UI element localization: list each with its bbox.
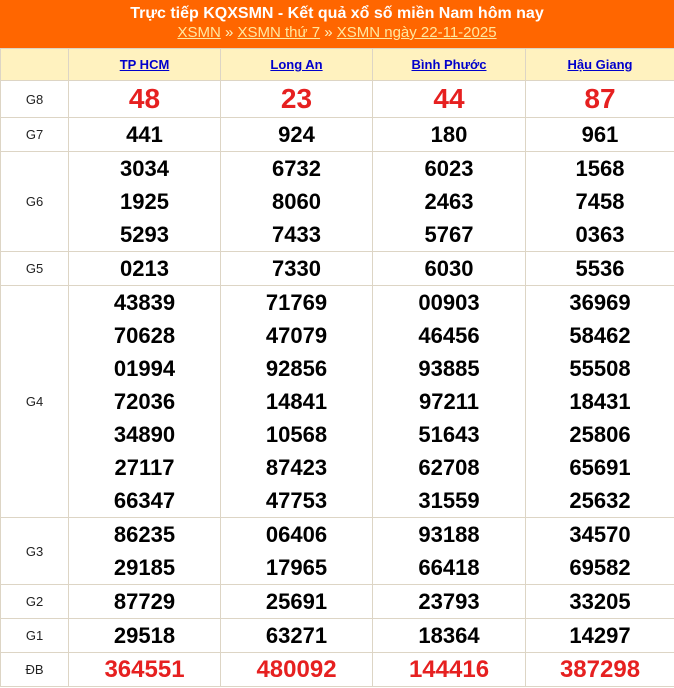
prize-label: G8 [1,81,69,118]
breadcrumb-date[interactable]: XSMN ngày 22-11-2025 [336,24,497,41]
prize-number: 62708 [418,455,480,480]
prize-number: 961 [581,122,619,147]
prize-number: 92856 [265,356,328,381]
prize-number: 43839 [113,290,176,315]
prize-number: 51643 [418,422,480,447]
prize-cell [526,619,674,653]
prize-number: 06406 [265,522,328,547]
prize-number: 387298 [559,656,641,683]
prize-label: G6 [1,152,69,252]
province-link-tp-hcm[interactable]: TP HCM [119,57,170,72]
prize-cell [373,518,526,585]
prize-number: 46456 [418,323,480,348]
page-title: Trực tiếp KQXSMN - Kết quả xổ số miền Nam hôm nay [130,5,544,22]
prize-number: 63271 [265,623,328,648]
prize-number: 44 [433,83,465,114]
prize-number: 180 [430,122,468,147]
column-header [373,49,526,81]
prize-number: 58462 [569,323,631,348]
prize-number: 5536 [575,256,625,281]
prize-cell [373,286,526,518]
prize-number: 70628 [113,323,176,348]
prize-label: G5 [1,252,69,286]
prize-number: 65691 [569,455,631,480]
breadcrumb [0,23,674,43]
prize-label: G3 [1,518,69,585]
prize-cell [69,585,221,619]
prize-number: 87729 [113,589,176,614]
prize-number: 47079 [265,323,328,348]
prize-number: 7330 [272,256,321,281]
prize-number: 71769 [265,290,328,315]
prize-number: 0363 [575,222,625,247]
prize-cell [526,286,674,518]
prize-cell [221,152,373,252]
prize-number: 69582 [569,555,631,580]
prize-number: 29185 [113,555,176,580]
prize-cell [526,152,674,252]
prize-number: 72036 [113,389,176,414]
prize-number: 93885 [418,356,480,381]
prize-row [1,252,674,286]
prize-cell [373,619,526,653]
prize-label: G1 [1,619,69,653]
prize-number: 8060 [272,189,321,214]
prize-cell [221,81,373,118]
prize-number: 5293 [120,222,169,247]
prize-number: 25691 [265,589,328,614]
prize-number: 97211 [419,389,479,414]
prize-cell [69,152,221,252]
prize-label: G2 [1,585,69,619]
prize-number: 29518 [113,623,176,648]
prize-number: 23793 [418,589,480,614]
prize-number: 1568 [575,156,625,181]
prize-number: 144416 [408,656,490,683]
prize-cell [69,81,221,118]
prize-cell [69,518,221,585]
prize-cell [373,81,526,118]
prize-number: 36969 [569,290,631,315]
prize-label: G4 [1,286,69,518]
prize-cell [221,118,373,152]
prize-number: 01994 [113,356,176,381]
prize-row [1,585,674,619]
prize-number: 47753 [265,488,328,513]
prize-cell [69,286,221,518]
prize-number: 5767 [424,222,474,247]
prize-row [1,653,674,687]
prize-row [1,286,674,518]
prize-number: 18431 [569,389,631,414]
prize-number: 17965 [265,555,328,580]
prize-cell [69,619,221,653]
prize-number: 27117 [114,455,175,480]
prize-cell [373,653,526,687]
prize-number: 7433 [272,222,321,247]
prize-number: 66347 [113,488,176,513]
prize-number: 48 [128,83,161,114]
prize-cell [526,653,674,687]
prize-number: 3034 [120,156,169,181]
prize-number: 86235 [113,522,176,547]
corner-cell [1,49,69,81]
prize-number: 1925 [120,189,169,214]
prize-cell [221,252,373,286]
province-link-long-an[interactable]: Long An [270,57,323,72]
prize-number: 364551 [104,656,185,683]
prize-number: 480092 [256,656,337,683]
prize-cell [69,118,221,152]
prize-row [1,619,674,653]
prize-label: G7 [1,118,69,152]
prize-cell [221,653,373,687]
prize-cell [221,585,373,619]
column-header [526,49,674,81]
prize-cell [373,585,526,619]
prize-cell [373,152,526,252]
breadcrumb-separator: » [324,24,333,41]
prize-number: 7458 [575,189,625,214]
province-link-binh-phuoc[interactable]: Bình Phước [411,57,487,72]
prize-number: 87423 [265,455,328,480]
prize-number: 18364 [418,623,480,648]
prize-number: 00903 [418,290,480,315]
prize-cell [526,81,674,118]
breadcrumb-xsmn-thu7[interactable]: XSMN thứ 7 [237,24,321,41]
prize-row [1,518,674,585]
prize-number: 14841 [265,389,328,414]
prize-cell [526,252,674,286]
column-header [69,49,221,81]
prize-number: 33205 [569,589,631,614]
prize-number: 23 [280,83,313,114]
prize-number: 10568 [265,422,328,447]
prize-cell [69,252,221,286]
prize-number: 14297 [569,623,631,648]
prize-number: 31559 [418,488,480,513]
prize-number: 25806 [569,422,631,447]
prize-cell [373,118,526,152]
prize-number: 93188 [418,522,480,547]
page-header [0,0,674,48]
prize-number: 924 [278,122,315,147]
prize-cell [221,619,373,653]
prize-label: ĐB [1,653,69,687]
prize-cell [526,585,674,619]
prize-number: 6732 [272,156,321,181]
prize-cell [526,518,674,585]
column-header [221,49,373,81]
prize-cell [69,653,221,687]
results-table [0,48,674,687]
prize-number: 25632 [569,488,631,513]
prize-number: 34890 [113,422,176,447]
prize-number: 2463 [424,189,474,214]
breadcrumb-xsmn[interactable]: XSMN [177,24,221,41]
prize-number: 87 [584,83,616,114]
province-link-hau-giang[interactable]: Hậu Giang [567,57,633,72]
prize-number: 0213 [120,256,169,281]
prize-number: 6030 [424,256,474,281]
prize-number: 6023 [424,156,474,181]
prize-number: 66418 [418,555,480,580]
breadcrumb-separator: » [224,24,234,41]
prize-number: 441 [126,122,163,147]
prize-cell [221,518,373,585]
prize-row [1,81,674,118]
prize-cell [221,286,373,518]
prize-cell [526,118,674,152]
prize-row [1,118,674,152]
prize-number: 34570 [569,522,631,547]
prize-cell [373,252,526,286]
prize-number: 55508 [569,356,631,381]
prize-row [1,152,674,252]
